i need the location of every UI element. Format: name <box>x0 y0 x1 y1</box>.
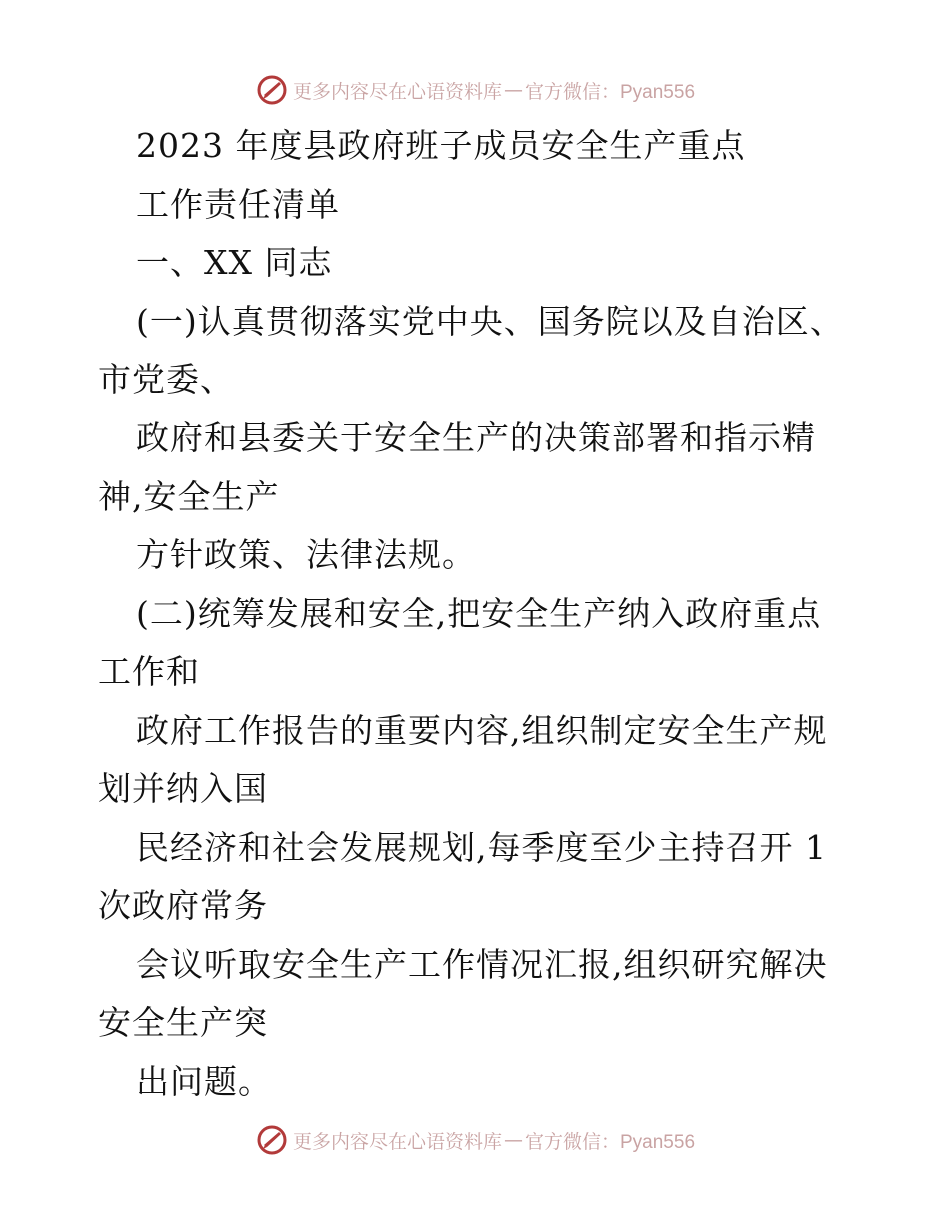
watermark-banner-bottom <box>0 1120 950 1160</box>
watermark-wechat-text: 官方微信：Pyan556 <box>525 1131 696 1153</box>
paragraph-line: 安全生产突 <box>98 1003 268 1042</box>
watermark-wechat-text: 官方微信：Pyan556 <box>525 81 696 103</box>
document-title-line-2: 工作责任清单 <box>136 185 340 224</box>
watermark-site-text: 更多内容尽在心语资料库 <box>292 80 502 103</box>
paragraph-line: 次政府常务 <box>98 886 268 925</box>
paragraph-line: (一)认真贯彻落实党中央、国务院以及自治区、 <box>136 302 844 341</box>
paragraph-line: (二)统筹发展和安全,把安全生产纳入政府重点 <box>136 594 822 633</box>
paragraph-line: 划并纳入国 <box>98 769 268 808</box>
paragraph-line: 神,安全生产 <box>98 477 280 516</box>
paragraph-line: 民经济和社会发展规划,每季度至少主持召开 1 <box>136 828 827 867</box>
seal-logo-icon <box>255 1123 289 1157</box>
watermark-site-text: 更多内容尽在心语资料库 <box>292 1130 502 1153</box>
paragraph-line: 政府和县委关于安全生产的决策部署和指示精 <box>136 418 816 457</box>
paragraph-line: 方针政策、法律法规。 <box>136 535 476 574</box>
paragraph-line: 政府工作报告的重要内容,组织制定安全生产规 <box>136 711 828 750</box>
paragraph-line: 会议听取安全生产工作情况汇报,组织研究解决 <box>136 945 828 984</box>
document-title-line-1: 2023 年度县政府班子成员安全生产重点 <box>136 126 746 165</box>
paragraph-line: 出问题。 <box>136 1062 272 1101</box>
watermark-separator: — <box>504 1129 523 1151</box>
section-heading: 一、XX 同志 <box>136 243 333 282</box>
paragraph-line: 市党委、 <box>98 360 234 399</box>
watermark-separator: — <box>504 79 523 101</box>
paragraph-line: 工作和 <box>98 652 200 691</box>
